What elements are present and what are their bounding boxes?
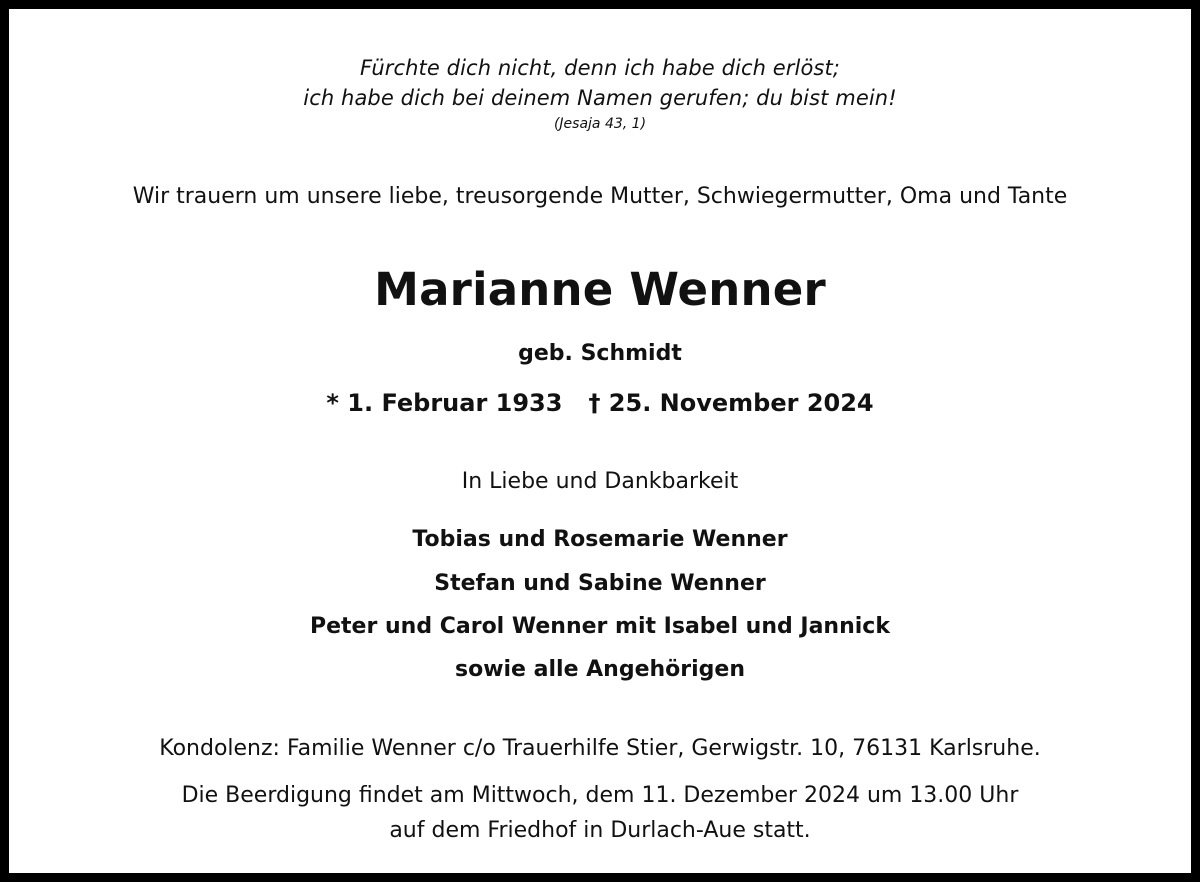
funeral-info-line-2: auf dem Friedhof in Durlach-Aue statt.	[389, 818, 811, 843]
funeral-info-line-1: Die Beerdigung findet am Mittwoch, dem 11. Dezember 2024 um 13.00 Uhr	[181, 783, 1019, 808]
condolence-address: Kondolenz: Familie Wenner c/o Trauerhilfe Stier, Gerwigstr. 10, 76131 Karlsruhe.	[159, 736, 1041, 761]
mourning-intro: Wir trauern um unsere liebe, treusorgende Mutter, Schwiegermutter, Oma und Tante	[132, 184, 1068, 209]
birth-date: * 1. Februar 1933	[326, 389, 563, 417]
bible-verse-line-2: ich habe dich bei deinem Namen gerufen; du bist mein!	[303, 86, 897, 110]
family-member-line: sowie alle Angehörigen	[454, 657, 746, 682]
bible-verse-line-1: Fürchte dich nicht, denn ich habe dich erlöst;	[360, 56, 840, 80]
deceased-name: Marianne Wenner	[374, 263, 826, 316]
bible-verse-reference: (Jesaja 43, 1)	[553, 116, 647, 132]
life-dates	[9, 389, 1191, 417]
family-member-line: Peter und Carol Wenner mit Isabel und Jannick	[310, 614, 890, 639]
gratitude-line: In Liebe und Dankbarkeit	[461, 469, 739, 494]
birth-name: geb. Schmidt	[518, 341, 682, 366]
family-member-line: Tobias und Rosemarie Wenner	[412, 527, 788, 552]
family-member-line: Stefan und Sabine Wenner	[434, 571, 766, 596]
death-date: † 25. November 2024	[588, 389, 874, 417]
